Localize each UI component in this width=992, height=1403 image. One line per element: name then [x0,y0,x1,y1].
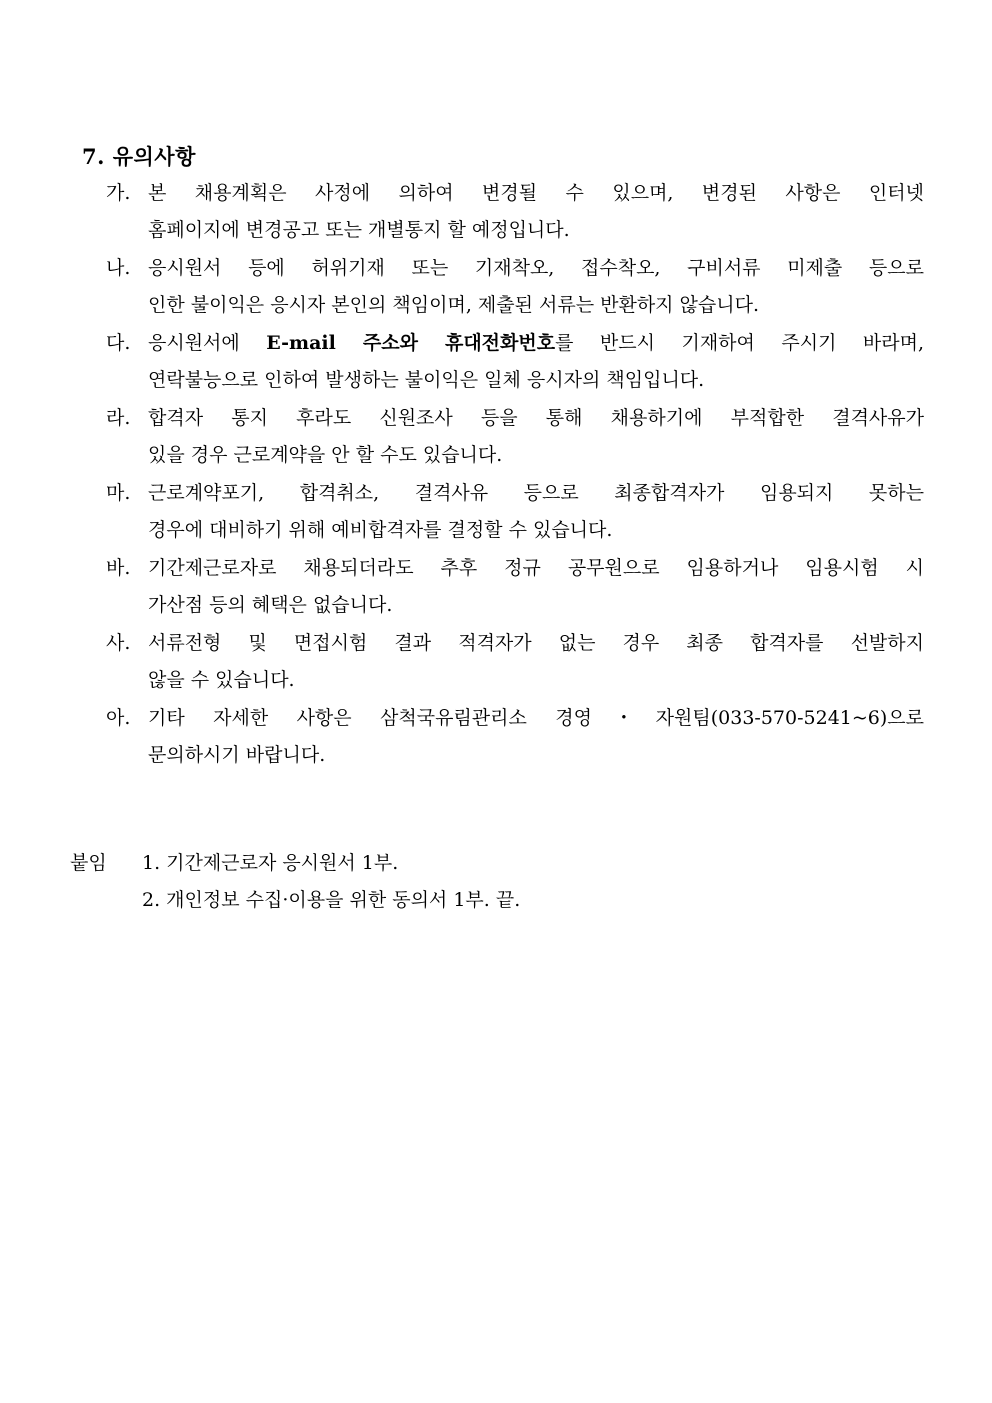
list-item [106,700,924,775]
list-item [106,175,924,250]
item-line: 홈페이지에 변경공고 또는 개별통지 할 예정입니다. [148,219,570,241]
item-marker: 사. [106,632,131,654]
item-line: 가산점 등의 혜택은 없습니다. [148,594,393,616]
list-item [106,625,924,700]
item-text: 응시원서에 [148,332,267,354]
list-item [106,325,924,400]
item-line: 본 채용계획은 사정에 의하여 변경될 수 있으며, 변경된 사항은 인터넷 [148,182,924,204]
item-marker: 바. [106,557,131,579]
item-line: 서류전형 및 면접시험 결과 적격자가 없는 경우 최종 합격자를 선발하지 [148,632,924,654]
item-line [148,325,924,362]
list-item [106,550,924,625]
item-marker: 아. [106,707,131,729]
item-marker: 마. [106,482,131,504]
item-line: 응시원서 등에 허위기재 또는 기재착오, 접수착오, 구비서류 미제출 등으로 [148,257,924,279]
section-title: 7. 유의사항 [82,144,196,169]
attachments-label: 붙임 [70,852,107,874]
item-text: 를 반드시 기재하여 주시기 바라며, [555,332,924,354]
list-item [106,250,924,325]
item-line: 인한 불이익은 응시자 본인의 책임이며, 제출된 서류는 반환하지 않습니다. [148,294,760,316]
item-line: 있을 경우 근로계약을 안 할 수도 있습니다. [148,444,503,466]
attachment-entry: 2. 개인정보 수집·이용을 위한 동의서 1부. 끝. [142,889,521,911]
attachment-entry: 1. 기간제근로자 응시원서 1부. [142,852,399,874]
item-marker: 다. [106,332,131,354]
notice-list [106,175,924,775]
item-line: 기타 자세한 사항은 삼척국유림관리소 경영・자원팀(033-570-5241~6)으로 [148,707,924,729]
item-line: 않을 수 있습니다. [148,669,295,691]
item-line: 문의하시기 바랍니다. [148,744,326,766]
item-marker: 가. [106,182,131,204]
list-item [106,400,924,475]
item-line: 연락불능으로 인하여 발생하는 불이익은 일체 응시자의 책임입니다. [148,369,705,391]
contact-emphasis: E-mail 주소와 휴대전화번호 [266,332,556,354]
item-line: 기간제근로자로 채용되더라도 추후 정규 공무원으로 임용하거나 임용시험 시 [148,557,924,579]
item-marker: 나. [106,257,131,279]
list-item [106,475,924,550]
item-line: 합격자 통지 후라도 신원조사 등을 통해 채용하기에 부적합한 결격사유가 [148,407,924,429]
item-line: 경우에 대비하기 위해 예비합격자를 결정할 수 있습니다. [148,519,613,541]
item-marker: 라. [106,407,131,429]
item-line: 근로계약포기, 합격취소, 결격사유 등으로 최종합격자가 임용되지 못하는 [148,482,924,504]
